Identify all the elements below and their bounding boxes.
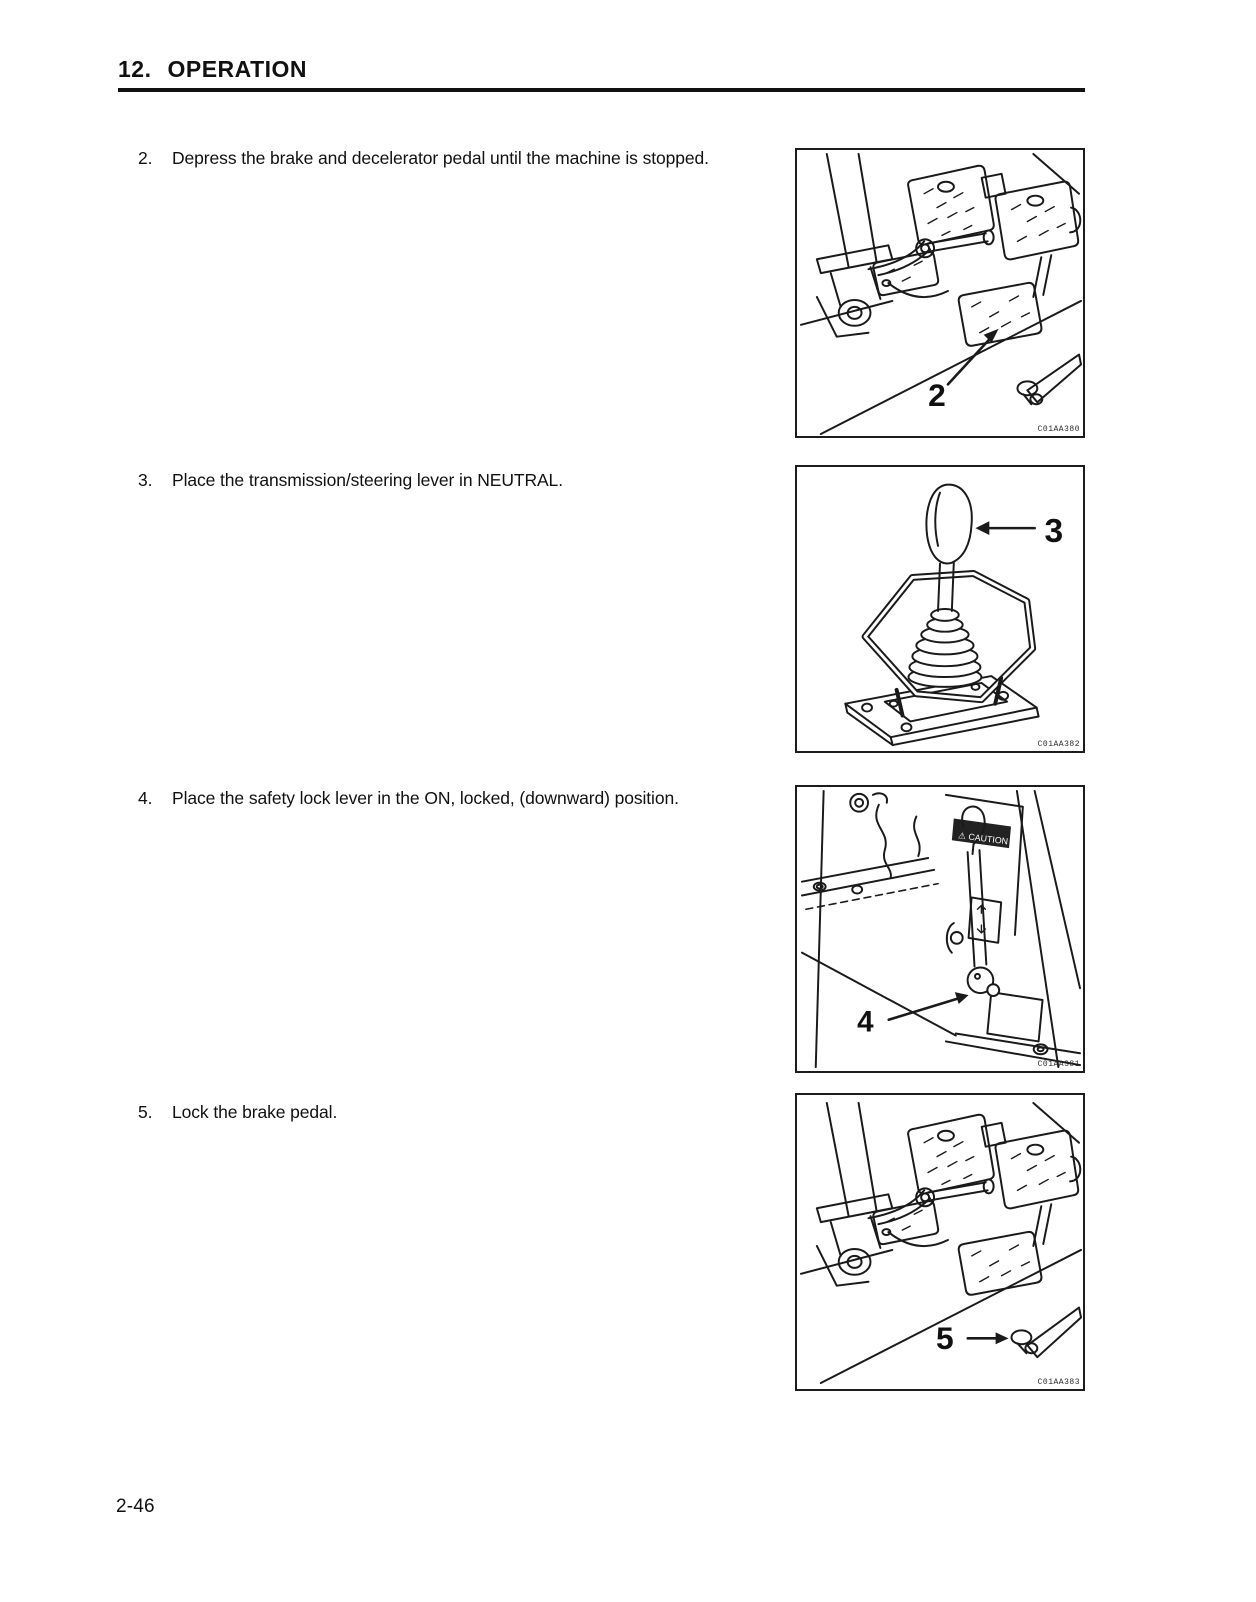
page-header: [118, 56, 307, 83]
step-text: Lock the brake pedal.: [172, 1102, 338, 1122]
figure-code: C01AA383: [1037, 1378, 1080, 1387]
caution-plate-label: ⚠ CAUTION: [957, 830, 1009, 847]
step-text: Depress the brake and decelerator pedal until the machine is stopped.: [172, 148, 709, 168]
step-text: Place the safety lock lever in the ON, locked, (downward) position.: [172, 788, 679, 808]
step-number: 2.: [138, 148, 153, 168]
figure-code: C01AA381: [1037, 1060, 1080, 1069]
figure-callout-label: 3: [1044, 512, 1064, 550]
figure-code: C01AA382: [1037, 740, 1080, 749]
step-item-2: [138, 146, 778, 170]
figure-callout-label: 2: [928, 377, 946, 414]
figure-transmission-steering-lever: [795, 465, 1085, 753]
figure-callout-label: 4: [857, 1005, 874, 1039]
figure-code: C01AA380: [1037, 425, 1080, 434]
step-item-3: [138, 468, 778, 492]
lever-illustration: [797, 467, 1083, 751]
pedal-illustration: [797, 150, 1083, 436]
step-item-5: [138, 1100, 778, 1124]
step-number: 5.: [138, 1102, 153, 1122]
figure-safety-lock-lever: [795, 785, 1085, 1073]
safety-lock-lever-illustration: [797, 787, 1083, 1071]
figure-brake-pedal-lock: [795, 1093, 1085, 1391]
step-number: 3.: [138, 470, 153, 490]
figure-callout-label: 5: [936, 1320, 954, 1357]
step-number: 4.: [138, 788, 153, 808]
step-text: Place the transmission/steering lever in NEUTRAL.: [172, 470, 563, 490]
figure-brake-decelerator-pedal: [795, 148, 1085, 438]
step-item-4: [138, 786, 778, 810]
section-title: OPERATION: [167, 56, 308, 82]
page-number: 2-46: [116, 1496, 155, 1517]
section-number: 12.: [118, 56, 152, 82]
header-rule: [118, 88, 1085, 92]
pedal-lock-illustration: [797, 1095, 1083, 1389]
